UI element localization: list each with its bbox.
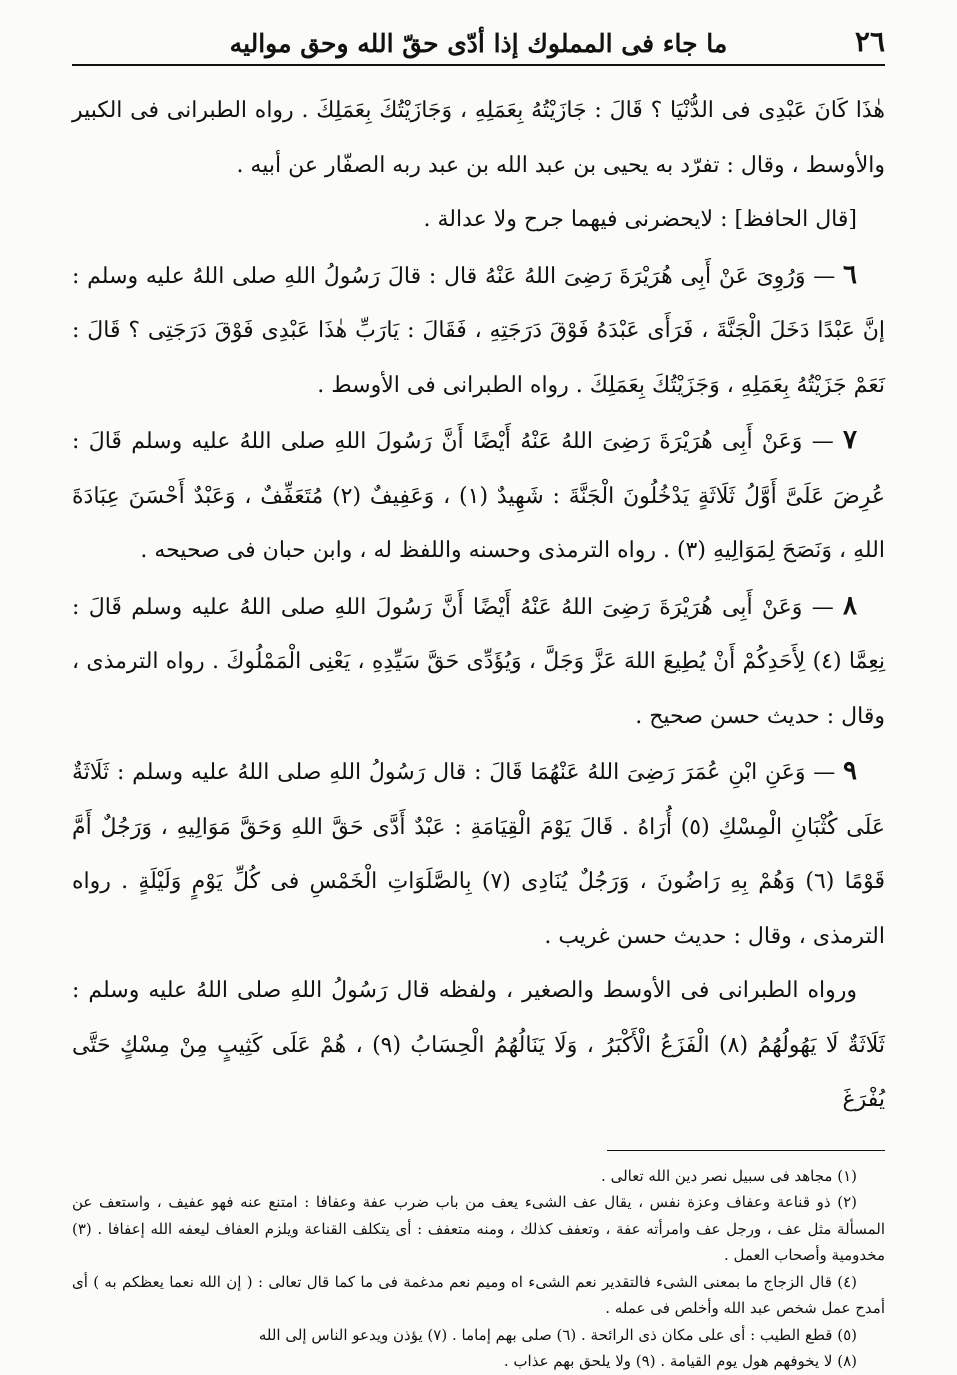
paragraph-text: وَعَنْ أَبِى هُرَيْرَةَ رَضِىَ اللهُ عَنْهُ أَيْضًا أَنَّ رَسُولَ اللهِ صلى اللهُ عليه وسلم قَالَ : نِعِمَّا (٤) لِأَحَدِكُمْ أَنْ يُطِيعَ اللهَ عَزَّ وَجَلَّ ، وَيُؤَدِّى حَقَّ سَيِّدِهِ ، يَعْنِى الْمَمْلُوكَ . رواه الترمذى ، وقال : حديث حسن صحيح . bbox=[72, 594, 885, 729]
paragraph-text: وَعَنْ أَبِى هُرَيْرَةَ رَضِىَ اللهُ عَنْهُ أَيْضًا أَنَّ رَسُولَ اللهِ صلى اللهُ عليه وسلم قَالَ : عُرِضَ عَلَىَّ أَوَّلُ ثَلَاثَةٍ يَدْخُلُونَ الْجَنَّةَ : شَهِيدٌ (١) ، وَعَفِيفٌ (٢) مُتَعَفِّفٌ ، وَعَبْدٌ أَحْسَنَ عِبَادَةَ اللهِ ، وَنَصَحَ لِمَوَالِيهِ (٣) . رواه الترمذى وحسنه واللفظ له ، وابن حبان فى صحيحه . bbox=[72, 429, 885, 563]
footnote-rule bbox=[607, 1150, 885, 1151]
paragraph bbox=[72, 193, 885, 248]
hadith-paragraph: ٦ — وَرُوِىَ عَنْ أَبِى هُرَيْرَةَ رَضِىَ اللهُ عَنْهُ قال : قالَ رَسُولُ اللهِ صلى اللهُ عليه وسلم : إنَّ عَبْدًا دَخَلَ الْجَنَّةَ ، فَرَأَى عَبْدَهُ فَوْقَ دَرَجَتِهِ ، فَقَالَ : يَارَبِّ هٰذَا عَبْدِى فَوْقَ دَرَجَتِى ؟ قَالَ : نَعَمْ جَزَيْتُهُ بِعَمَلِهِ ، وَجَزَيْتُكَ بِعَمَلِكَ . رواه الطبرانى فى الأوسط . bbox=[72, 259, 885, 398]
footnote: (١) مجاهد فى سبيل نصر دين الله تعالى . bbox=[601, 1166, 857, 1185]
paragraph bbox=[72, 964, 885, 1128]
hadith-paragraph: ٧ — وَعَنْ أَبِى هُرَيْرَةَ رَضِىَ اللهُ عَنْهُ أَيْضًا أَنَّ رَسُولَ اللهِ صلى اللهُ عليه وسلم قَالَ : عُرِضَ عَلَىَّ أَوَّلُ ثَلَاثَةٍ يَدْخُلُونَ الْجَنَّةَ : شَهِيدٌ (١) ، وَعَفِيفٌ (٢) مُتَعَفِّفٌ ، وَعَبْدٌ أَحْسَنَ عِبَادَةَ اللهِ ، وَنَصَحَ لِمَوَالِيهِ (٣) . رواه الترمذى وحسنه واللفظ له ، وابن حبان فى صحيحه . bbox=[72, 425, 885, 563]
footnote: (٤) قال الزجاج ما بمعنى الشىء فالتقدير نعم الشىء اه وميم نعم مدغمة فى ما كما قال تعالى : ( إن الله نعما يعظكم به ) أى أمدح عمل شخص عبد الله وأخلص فى عمله . bbox=[72, 1272, 885, 1317]
hadith-paragraph: ٨ — وَعَنْ أَبِى هُرَيْرَةَ رَضِىَ اللهُ عَنْهُ أَيْضًا أَنَّ رَسُولَ اللهِ صلى اللهُ عليه وسلم قَالَ : نِعِمَّا (٤) لِأَحَدِكُمْ أَنْ يُطِيعَ اللهَ عَزَّ وَجَلَّ ، وَيُؤَدِّى حَقَّ سَيِّدِهِ ، يَعْنِى الْمَمْلُوكَ . رواه الترمذى ، وقال : حديث حسن صحيح . bbox=[72, 590, 885, 729]
footnote: (٨) لا يخوفهم هول يوم القيامة . (٩) ولا يلحق بهم عذاب . bbox=[503, 1352, 857, 1370]
hadith-number: ٧ bbox=[843, 425, 857, 455]
footnote: (٢) ذو قناعة وعفاف وعزة نفس ، يقال عف الشىء يعف من باب ضرب عفة وعفافا : امتنع عنه فهو عفيف ، واستعف عن المسألة مثل عف ، ورجل عف وامرأته عفة ، وتعفف كذلك ، ومنه متعفف : أى يتكلف القناعة ويلزم العفاف ليعفه الله إعفافا . (٣) مخدومية وأصحاب العمل . bbox=[72, 1193, 885, 1264]
hadith-number: ٩ bbox=[843, 756, 857, 786]
hadith-number: ٦ bbox=[843, 259, 857, 290]
paragraph-text: وَعَنِ ابْنِ عُمَرَ رَضِىَ اللهُ عَنْهُمَا قَالَ : قال رَسُولُ اللهِ صلى اللهُ عليه وسلم : ثَلَاثَةٌ عَلَى كُثْبَانِ الْمِسْكِ (٥) أُرَاهُ . قَالَ يَوْمَ الْقِيَامَةِ : عَبْدٌ أَدَّى حَقَّ اللهِ وَحَقَّ مَوَالِيهِ ، وَرَجُلٌ أَمَّ قَوْمًا (٦) وَهُمْ بِهِ رَاضُونَ ، وَرَجُلٌ يُنَادِى (٧) بِالصَّلَوَاتِ الْخَمْسِ فى كُلِّ يَوْمٍ وَلَيْلَةٍ . رواه الترمذى ، وقال : حديث حسن غريب . bbox=[72, 760, 885, 949]
main-text bbox=[72, 84, 885, 1128]
header-rule bbox=[72, 64, 885, 66]
paragraph-text: هٰذَا كَانَ عَبْدِى فى الدُّنْيَا ؟ قَالَ : جَازَيْتُهُ بِعَمَلِهِ ، وَجَازَيْتُكَ بِعَمَلِكَ . رواه الطبرانى فى الكبير والأوسط ، وقال : تفرّد به يحيى بن عبد الله بن عبد ربه الصفّار عن أبيه . bbox=[72, 98, 885, 178]
hadith-number: ٨ bbox=[843, 590, 857, 621]
page-header bbox=[72, 18, 885, 58]
paragraph-text: وَرُوِىَ عَنْ أَبِى هُرَيْرَةَ رَضِىَ اللهُ عَنْهُ قال : قالَ رَسُولُ اللهِ صلى اللهُ عليه وسلم : إنَّ عَبْدًا دَخَلَ الْجَنَّةَ ، فَرَأَى عَبْدَهُ فَوْقَ دَرَجَتِهِ ، فَقَالَ : يَارَبِّ هٰذَا عَبْدِى فَوْقَ دَرَجَتِى ؟ قَالَ : نَعَمْ جَزَيْتُهُ بِعَمَلِهِ ، وَجَزَيْتُكَ بِعَمَلِكَ . رواه الطبرانى فى الأوسط . bbox=[72, 263, 885, 398]
hadith-paragraph: ٩ — وَعَنِ ابْنِ عُمَرَ رَضِىَ اللهُ عَنْهُمَا قَالَ : قال رَسُولُ اللهِ صلى اللهُ عليه وسلم : ثَلَاثَةٌ عَلَى كُثْبَانِ الْمِسْكِ (٥) أُرَاهُ . قَالَ يَوْمَ الْقِيَامَةِ : عَبْدٌ أَدَّى حَقَّ اللهِ وَحَقَّ مَوَالِيهِ ، وَرَجُلٌ أَمَّ قَوْمًا (٦) وَهُمْ بِهِ رَاضُونَ ، وَرَجُلٌ يُنَادِى (٧) بِالصَّلَوَاتِ الْخَمْسِ فى كُلِّ يَوْمٍ وَلَيْلَةٍ . رواه الترمذى ، وقال : حديث حسن غريب . bbox=[72, 756, 885, 949]
paragraph bbox=[72, 84, 885, 193]
footnote: (٥) قطع الطيب : أى على مكان ذى الرائحة . (٦) صلى بهم إماما . (٧) يؤذن ويدعو الناس إلى الله bbox=[258, 1325, 857, 1344]
running-title: ما جاء فى المملوك إذا أدّى حقّ الله وحق مواليه bbox=[229, 29, 728, 58]
page-number: ٢٦ bbox=[854, 25, 885, 58]
paragraph-text: ورواه الطبرانى فى الأوسط والصغير ، ولفظه قال رَسُولُ اللهِ صلى اللهُ عليه وسلم : ثَلَاثَةٌ لَا يَهُولُهُمُ (٨) الْفَزَعُ الْأَكْبَرُ ، وَلَا يَنَالُهُمُ الْحِسَابُ (٩) ، هُمْ عَلَى كَثِيبٍ مِنْ مِسْكٍ حَتَّى يُفْرَغَ bbox=[72, 978, 885, 1112]
footnotes bbox=[72, 1163, 885, 1375]
paragraph-text: [قال الحافظ] : لايحضرنى فيهما جرح ولا عدالة . bbox=[423, 207, 857, 232]
